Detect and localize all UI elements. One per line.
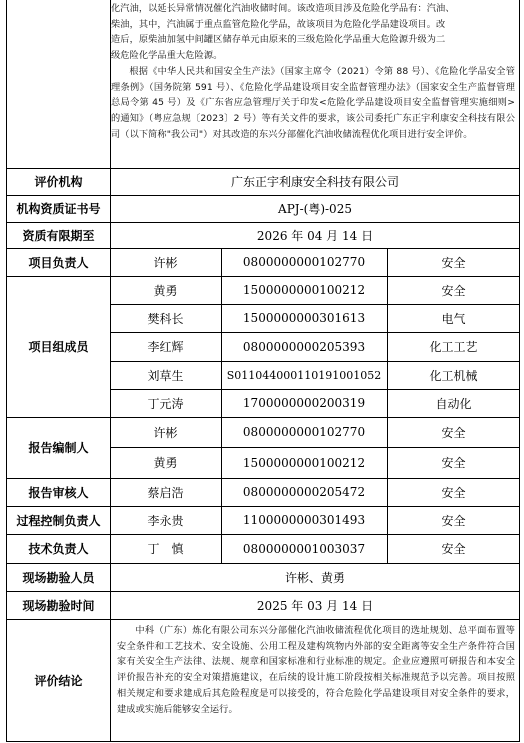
survey-time-label: 现场勘验时间: [22, 598, 95, 613]
process-name: 李永贵: [147, 513, 184, 528]
cert-value: APJ-(粤)-025: [278, 202, 352, 216]
leader-id: 0800000000102770: [242, 255, 366, 269]
writer-field: 安全: [441, 456, 466, 470]
writer-field: 安全: [441, 425, 466, 440]
member-field: 电气: [441, 311, 466, 326]
process-id: 1100000000301493: [242, 513, 366, 527]
member-name: 黄勇: [153, 283, 178, 298]
member-id: 0800000000205393: [242, 339, 366, 354]
member-id: 1700000000200319: [242, 396, 366, 410]
member-name: 樊科长: [147, 311, 184, 326]
writer-name: 许彬: [153, 425, 178, 440]
member-field: 化工工艺: [429, 340, 478, 354]
conclusion-label: 评价结论: [34, 673, 83, 688]
project-description: [111, 1, 515, 142]
validity-value: 2026 年 04 月 14 日: [256, 228, 374, 243]
validity-label: 资质有限期至: [22, 228, 95, 243]
tech-field: 安全: [441, 542, 466, 556]
survey-people-value: 许彬、黄勇: [284, 570, 345, 585]
cert-label: 机构资质证书号: [16, 202, 101, 216]
members-label: 项目组成员: [28, 340, 89, 354]
reviewer-field: 安全: [441, 485, 466, 500]
writer-name: 黄勇: [153, 456, 178, 470]
process-field: 安全: [441, 513, 466, 528]
tech-label: 技术负责人: [28, 542, 89, 556]
leader-name: 许彬: [153, 255, 178, 270]
member-name: 刘草生: [147, 368, 184, 383]
intro-line: 造后，原柴油加氢中间罐区储存单元由原来的三级危险化学品重大危险源升级为二: [111, 34, 446, 46]
writer-id: 0800000000102770: [242, 425, 366, 439]
member-id: 1500000000100212: [242, 283, 366, 297]
tech-name: 丁 慎: [147, 542, 184, 556]
intro-line: 级危险化学品重大危险源。: [111, 50, 223, 62]
member-field: 安全: [441, 283, 466, 298]
survey-time-value: 2025 年 03 月 14 日: [256, 598, 374, 613]
intro-line: 化汽油，以延长异常情况催化汽油收储时间。该改造项目涉及危险化学品有：汽油、: [111, 3, 455, 14]
member-field: 化工机械: [429, 368, 478, 383]
writer-id: 1500000000100212: [242, 455, 366, 470]
member-id: 1500000000301613: [242, 311, 366, 325]
evaluation-info-table: [6, 0, 520, 742]
org-value: 广东正宇利康安全科技有限公司: [230, 175, 399, 189]
survey-people-label: 现场勘验人员: [22, 570, 95, 585]
leader-label: 项目负责人: [28, 255, 89, 270]
intro-paragraph: 根据《中华人民共和国安全生产法》（国家主席令（2021）令第 88 号）、《危险化学品安全管理条例》（国务院第 591 号）、《危险化学品建设项目安全监督管理办法》（国家安全生产监督管理总局令第 45 号）及《广东省应急管理厅关于印发<危险化学品建设项目安全监督管理实施细则>的通知》（粤应急规〔2023〕2 号）等有关文件的要求，该公司委托广东正宇利康安全科技有限公司（以下简称"我公司"）对其改造的东兴分部催化汽油收储流程优化项目进行安全评价。: [111, 65, 515, 140]
reviewer-label: 报告审核人: [28, 485, 89, 500]
process-label: 过程控制负责人: [16, 513, 101, 528]
org-label: 评价机构: [34, 175, 83, 189]
reviewer-id: 0800000000205472: [242, 485, 366, 499]
member-id: S011044000110191001052: [226, 368, 382, 382]
writers-label: 报告编制人: [28, 441, 89, 455]
leader-field: 安全: [441, 255, 466, 270]
conclusion-paragraph: 中科（广东）炼化有限公司东兴分部催化汽油收储流程优化项目的选址规划、总平面布置等安全条件和工艺技术、安全设施、公用工程及建构筑物内外部的安全距离等安全生产条件符合国家有关安全生产法律、法规、规章和国家标准和行业标准的规定。企业应遵照可研报告和本安全评价报告补充的安全对策措施建议，在后续的设计施工阶段按相关标准规范予以完善。项目按照相关规定和要求建成后其危险程度是可以接受的，符合危险化学品建设项目对安全条件的要求，建成或实施后能够安全运行。: [117, 625, 515, 715]
intro-line: 柴油，其中，汽油属于重点监管危险化学品，故该项目为危险化学品建设项目。改: [111, 18, 446, 30]
member-name: 丁元涛: [147, 396, 184, 411]
member-field: 自动化: [435, 396, 472, 411]
tech-id: 0800000001003037: [242, 541, 366, 556]
conclusion-text: [117, 623, 515, 717]
reviewer-name: 蔡启浩: [147, 485, 184, 500]
member-name: 李红辉: [147, 340, 184, 354]
